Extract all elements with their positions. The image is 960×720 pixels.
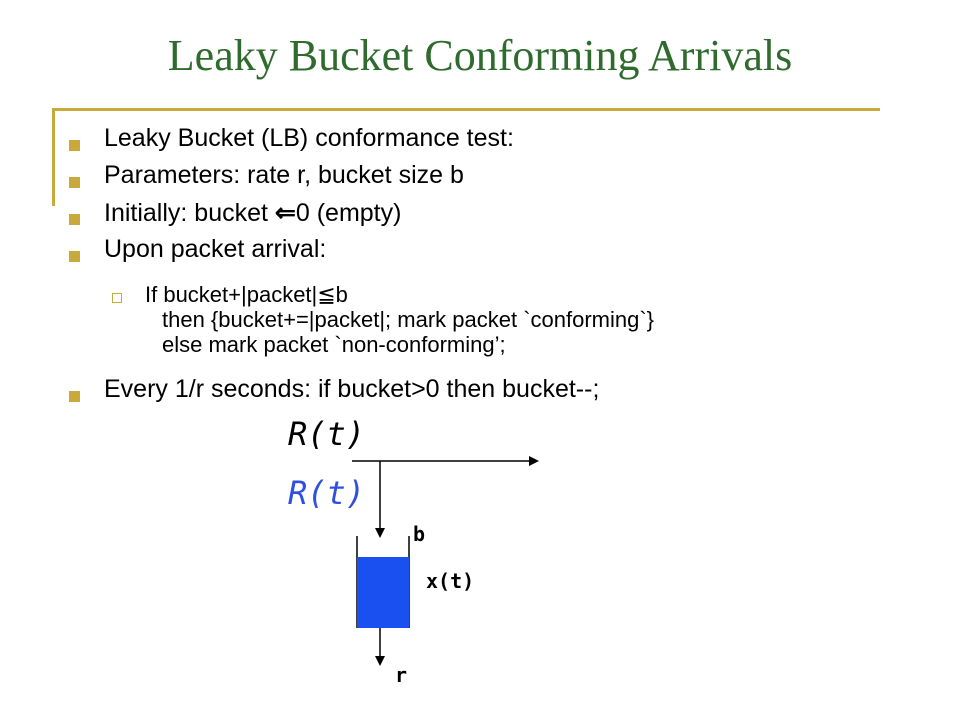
sub-bullet-line: then {bucket+=|packet|; mark packet `conforming`} bbox=[162, 307, 655, 332]
slide-title: Leaky Bucket Conforming Arrivals bbox=[167, 31, 793, 80]
bucket-fill bbox=[357, 557, 409, 628]
sub-bullet-line: else mark packet `non-conforming’; bbox=[162, 332, 506, 357]
bullet-text-tail: 0 (empty) bbox=[295, 199, 402, 227]
top-rate-label: R(t) bbox=[288, 415, 366, 453]
bullet-item: Leaky Bucket (LB) conformance test: bbox=[104, 124, 514, 152]
bullet-text: Initially: bucket bbox=[104, 199, 275, 227]
bullet-item: Upon packet arrival: bbox=[104, 235, 327, 263]
bullet-item: Parameters: rate r, bucket size b bbox=[104, 161, 464, 189]
bucket-level-label: x(t) bbox=[426, 569, 475, 593]
leak-rate-label: r bbox=[395, 663, 408, 687]
bullet-item: Every 1/r seconds: if bucket>0 then bucket--; bbox=[104, 375, 600, 403]
arrival-rate-label: R(t) bbox=[288, 474, 366, 512]
sub-bullet-line: If bucket+|packet|≦b bbox=[145, 282, 348, 307]
left-arrow-icon: ⇐ bbox=[274, 199, 296, 227]
bucket-size-label: b bbox=[413, 522, 426, 546]
